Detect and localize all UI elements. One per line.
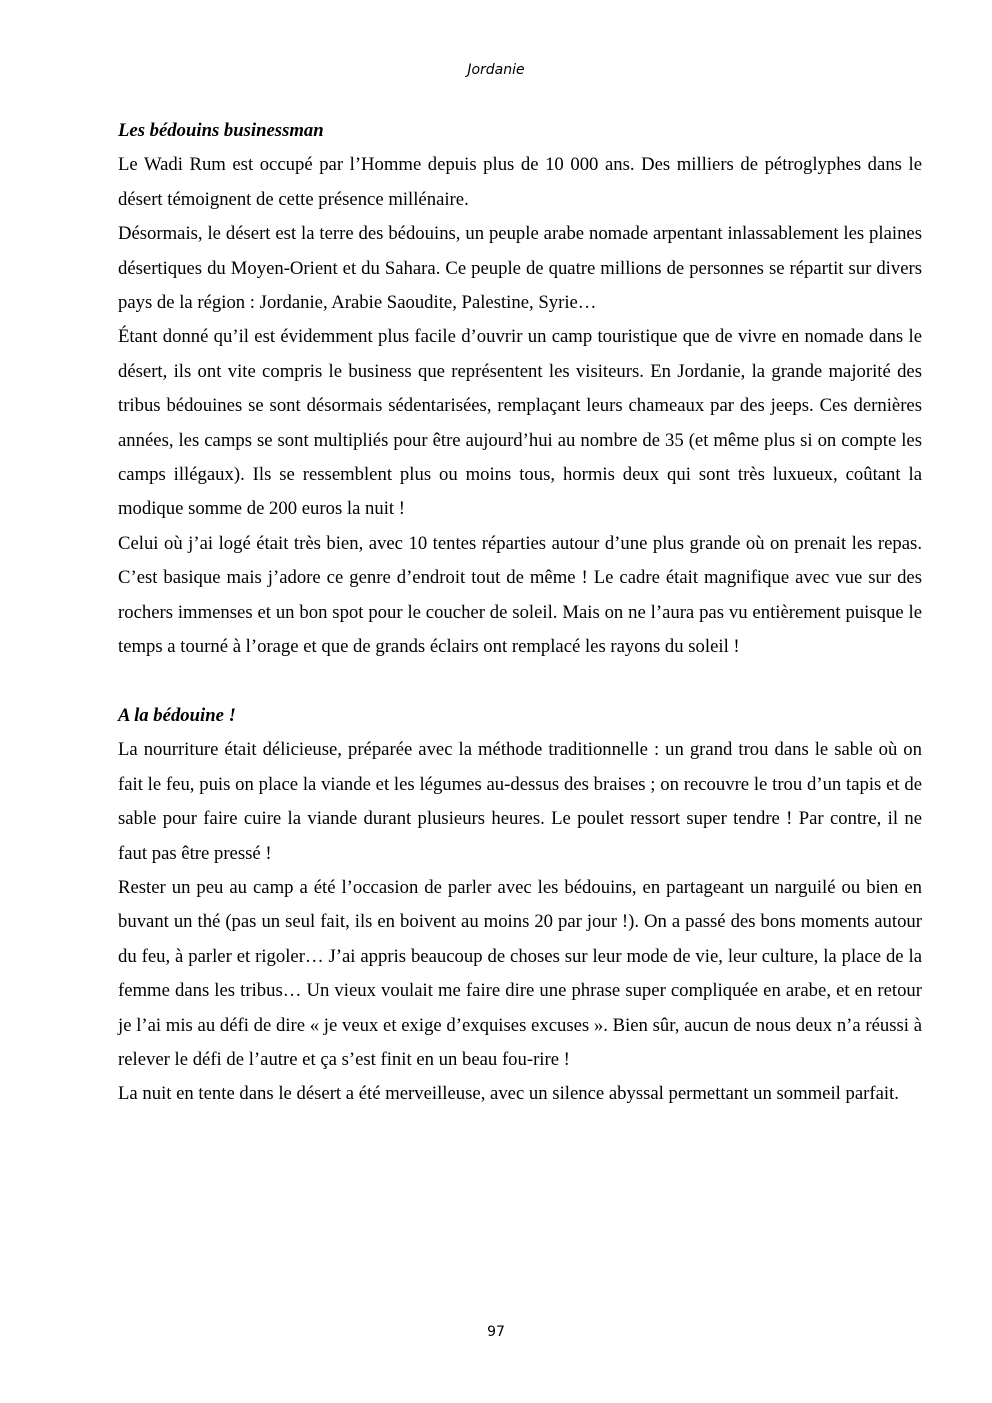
paragraph: Désormais, le désert est la terre des bédouins, un peuple arabe nomade arpentant inlassablement les plaines désertiques du Moyen-Orient et du Sahara. Ce peuple de quatre millions de personnes se répartit sur divers pays de la région : Jordanie, Arabie Saoudite, Palestine, Syrie… xyxy=(118,223,922,314)
page-number: 97 xyxy=(487,1324,505,1340)
running-header: Jordanie xyxy=(467,62,525,78)
paragraph: Celui où j’ai logé était très bien, avec 10 tentes réparties autour d’une plus grande où on prenait les repas. C’est basique mais j’adore ce genre d’endroit tout de même ! Le cadre était magnifique avec vue sur des rochers immenses et un bon spot pour le coucher de soleil. Mais on ne l’aura pas vu entièrement puisque le temps a tourné à l’orage et que de grands éclairs ont remplacé les rayons du soleil ! xyxy=(118,532,922,658)
paragraph: Le Wadi Rum est occupé par l’Homme depuis plus de 10 000 ans. Des milliers de pétroglyphes dans le désert témoignent de cette présence millénaire. xyxy=(118,154,922,210)
section-spacer xyxy=(118,665,922,699)
section-title-bedouins-businessman: Les bédouins businessman xyxy=(118,120,324,141)
paragraph: Rester un peu au camp a été l’occasion de parler avec les bédouins, en partageant un narguilé ou bien en buvant un thé (pas un seul fait, ils en boivent au moins 20 par jour !). On a passé des bons moments autour du feu, à parler et rigoler… J’ai appris beaucoup de choses sur leur mode de vie, leur culture, la place de la femme dans les tribus… Un vieux voulait me faire dire une phrase super compliquée en arabe, et en retour je l’ai mis au défi de dire « je veux et exige d’exquises excuses ». Bien sûr, aucun de nous deux n’a réussi à relever le défi de l’autre et ça s’est finit en un beau fou-rire ! xyxy=(118,876,922,1070)
paragraph: La nourriture était délicieuse, préparée avec la méthode traditionnelle : un grand trou dans le sable où on fait le feu, puis on place la viande et les légumes au-dessus des braises ; on recouvre le trou d’un tapis et de sable pour faire cuire la viande durant plusieurs heures. Le poulet ressort super tendre ! Par contre, il ne faut pas être pressé ! xyxy=(118,739,922,864)
paragraph: Étant donné qu’il est évidemment plus facile d’ouvrir un camp touristique que de vivre en nomade dans le désert, ils ont vite compris le business que représentent les visiteurs. En Jordanie, la grande majorité des tribus bédouines se sont désormais sédentarisées, remplaçant leurs chameaux par des jeeps. Ces dernières années, les camps se sont multipliés pour être aujourd’hui au nombre de 35 (et même plus si on compte les camps illégaux). Ils se ressemblent plus ou moins tous, hormis deux qui sont très luxueux, coûtant la modique somme de 200 euros la nuit ! xyxy=(118,326,922,520)
paragraph: La nuit en tente dans le désert a été merveilleuse, avec un silence abyssal permettant un sommeil parfait. xyxy=(118,1083,899,1105)
section-title-a-la-bedouine: A la bédouine ! xyxy=(118,704,236,726)
page-body xyxy=(118,114,922,1112)
